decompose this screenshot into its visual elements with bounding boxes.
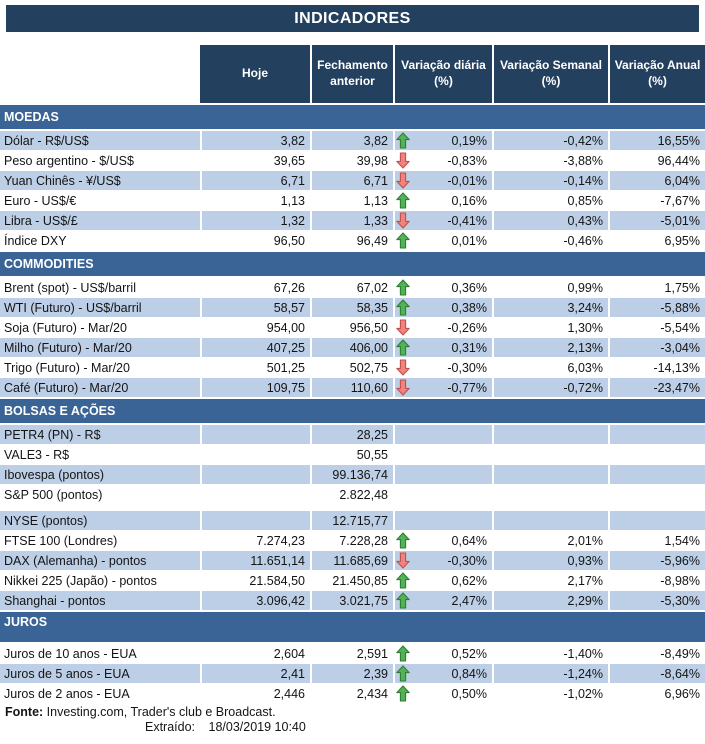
variacao-diaria-value: 0,36% [451,280,487,295]
fechamento-anterior-cell: 7.228,28 [310,531,393,550]
variacao-diaria-cell [393,358,492,377]
hoje-cell: 407,25 [200,338,310,357]
indicator-label-cell: Euro - US$/€ [4,193,77,208]
variacao-semanal-cell: -0,46% [492,231,608,250]
variacao-anual-cell: -5,01% [608,211,705,230]
up-arrow-icon [396,645,411,662]
indicator-label-cell: Ibovespa (pontos) [0,465,200,484]
variacao-anual-cell [608,511,705,530]
variacao-semanal-cell: 0,93% [492,551,608,570]
variacao-anual-cell: -7,67% [608,191,705,210]
indicators-table-body [0,105,705,703]
variacao-diaria-value: -0,30% [447,553,487,568]
variacao-diaria-value: 0,50% [451,686,487,701]
fechamento-anterior-cell: 2,591 [310,644,393,663]
hoje-cell [200,485,310,504]
table-row [0,318,705,337]
table-row [0,425,705,444]
indicator-label-cell: Dólar - R$/US$ [0,131,200,150]
arrow-placeholder [396,446,411,463]
up-arrow-icon [396,665,411,682]
table-row [0,211,705,230]
variacao-diaria-value: 0,16% [451,193,487,208]
variacao-anual-cell [608,485,705,504]
variacao-anual-cell [608,425,705,444]
down-arrow-icon [396,152,411,169]
variacao-semanal-cell: -0,72% [492,378,608,397]
column-header-variacao-semanal: Variação Semanal (%) [492,45,608,103]
hoje-cell: 2,604 [200,644,310,663]
hoje-cell: 2,446 [200,684,310,703]
hoje-cell [200,511,310,530]
up-arrow-icon [396,279,411,296]
variacao-diaria-cell [393,571,492,590]
variacao-semanal-cell [492,425,608,444]
variacao-semanal-cell: 2,17% [492,571,608,590]
hoje-cell: 58,57 [200,298,310,317]
section-header-bolsas-e-a-es: BOLSAS E AÇÕES [0,399,705,423]
arrow-placeholder [396,426,411,443]
variacao-diaria-value: 0,64% [451,533,487,548]
variacao-semanal-cell: 0,85% [492,191,608,210]
variacao-semanal-cell [492,465,608,484]
variacao-anual-cell: -5,96% [608,551,705,570]
hoje-cell: 1,13 [200,191,310,210]
down-arrow-icon [396,172,411,189]
indicator-label-cell: Libra - US$/£ [0,211,200,230]
indicator-label-cell: Café (Futuro) - Mar/20 [0,378,200,397]
hoje-cell: 7.274,23 [200,531,310,550]
down-arrow-icon [396,379,411,396]
variacao-semanal-cell: 2,13% [492,338,608,357]
variacao-semanal-cell: -1,02% [492,684,608,703]
variacao-semanal-cell: -0,42% [492,131,608,150]
variacao-diaria-value: 0,01% [451,233,487,248]
variacao-anual-cell: 16,55% [608,131,705,150]
fechamento-anterior-cell: 1,13 [310,191,393,210]
indicator-label-cell: Juros de 5 anos - EUA [0,664,200,683]
variacao-diaria-value: 0,31% [451,340,487,355]
indicator-label-cell: NYSE (pontos) [0,511,200,530]
fechamento-anterior-cell: 28,25 [310,425,393,444]
variacao-diaria-value: 0,38% [451,300,487,315]
fechamento-anterior-cell: 406,00 [310,338,393,357]
table-row [0,551,705,570]
hoje-cell: 1,32 [200,211,310,230]
extracted-line [0,720,705,734]
variacao-diaria-cell [393,151,492,170]
up-arrow-icon [396,299,411,316]
hoje-cell: 21.584,50 [200,571,310,590]
indicator-label-cell: Trigo (Futuro) - Mar/20 [4,360,130,375]
fechamento-anterior-cell: 2.822,48 [310,485,393,504]
hoje-cell: 6,71 [200,171,310,190]
variacao-diaria-value: -0,26% [447,320,487,335]
variacao-diaria-cell [393,231,492,250]
indicator-label-cell: Brent (spot) - US$/barril [4,280,136,295]
variacao-diaria-cell [393,445,492,464]
indicator-label-cell: Nikkei 225 (Japão) - pontos [4,573,157,588]
arrow-placeholder [396,486,411,503]
variacao-diaria-cell [393,278,492,297]
variacao-anual-cell: -23,47% [608,378,705,397]
variacao-diaria-cell [393,531,492,550]
indicator-label-cell: Juros de 2 anos - EUA [4,686,130,701]
variacao-diaria-cell [393,318,492,337]
table-row [0,231,705,250]
indicator-label-cell: Milho (Futuro) - Mar/20 [0,338,200,357]
indicator-label-cell: Juros de 10 anos - EUA [4,646,137,661]
up-arrow-icon [396,339,411,356]
section-header-juros: JUROS [0,612,705,642]
fechamento-anterior-cell: 3,82 [310,131,393,150]
fechamento-anterior-cell: 2,434 [310,684,393,703]
variacao-diaria-value: -0,30% [447,360,487,375]
variacao-anual-cell: 6,04% [608,171,705,190]
variacao-anual-cell: 6,95% [608,231,705,250]
variacao-anual-cell: -5,30% [608,591,705,610]
fechamento-anterior-cell: 11.685,69 [310,551,393,570]
variacao-anual-cell: -8,98% [608,571,705,590]
extracted-timestamp: 18/03/2019 10:40 [208,720,306,734]
table-row [0,378,705,397]
variacao-anual-cell: -8,64% [608,664,705,683]
variacao-semanal-cell: 6,03% [492,358,608,377]
source-label: Fonte: [5,705,44,719]
variacao-anual-cell: -5,88% [608,298,705,317]
variacao-semanal-cell [492,485,608,504]
variacao-anual-cell: 6,96% [608,684,705,703]
table-row [0,171,705,190]
variacao-semanal-cell: 0,43% [492,211,608,230]
variacao-anual-cell: -3,04% [608,338,705,357]
fechamento-anterior-cell: 1,33 [310,211,393,230]
variacao-anual-cell [608,465,705,484]
fechamento-anterior-cell: 50,55 [310,445,393,464]
down-arrow-icon [396,552,411,569]
fechamento-anterior-cell: 96,49 [310,231,393,250]
variacao-diaria-cell [393,171,492,190]
variacao-anual-cell: 1,75% [608,278,705,297]
variacao-diaria-cell [393,425,492,444]
hoje-cell: 39,65 [200,151,310,170]
source-line [0,705,705,719]
variacao-diaria-value: -0,41% [447,213,487,228]
variacao-anual-cell: -14,13% [608,358,705,377]
fechamento-anterior-cell: 3.021,75 [310,591,393,610]
fechamento-anterior-cell: 67,02 [310,278,393,297]
variacao-anual-cell: -5,54% [608,318,705,337]
indicator-label-cell: FTSE 100 (Londres) [4,533,118,548]
column-header-variacao-anual: Variação Anual (%) [608,45,705,103]
hoje-cell [200,425,310,444]
indicator-label-cell: Índice DXY [4,233,67,248]
up-arrow-icon [396,592,411,609]
indicator-label-cell: DAX (Alemanha) - pontos [0,551,200,570]
hoje-cell: 3.096,42 [200,591,310,610]
table-row [0,298,705,317]
hoje-cell: 3,82 [200,131,310,150]
variacao-semanal-cell: 3,24% [492,298,608,317]
variacao-diaria-cell [393,551,492,570]
indicator-label-cell: Peso argentino - $/US$ [4,153,134,168]
variacao-diaria-value: 2,47% [451,593,487,608]
variacao-diaria-cell [393,511,492,530]
fechamento-anterior-cell: 58,35 [310,298,393,317]
variacao-diaria-cell [393,644,492,663]
variacao-anual-cell: 96,44% [608,151,705,170]
column-header-hoje: Hoje [200,45,310,103]
hoje-cell: 954,00 [200,318,310,337]
variacao-diaria-cell [393,591,492,610]
down-arrow-icon [396,319,411,336]
up-arrow-icon [396,572,411,589]
page-title: INDICADORES [6,5,699,32]
variacao-semanal-cell: -3,88% [492,151,608,170]
table-row [0,511,705,530]
table-row [0,191,705,210]
section-header-commodities: COMMODITIES [0,252,705,276]
fechamento-anterior-cell: 6,71 [310,171,393,190]
variacao-diaria-cell [393,378,492,397]
down-arrow-icon [396,359,411,376]
variacao-diaria-cell [393,684,492,703]
variacao-anual-cell [608,445,705,464]
hoje-cell [200,465,310,484]
hoje-cell [200,445,310,464]
indicator-label-cell: S&P 500 (pontos) [4,487,103,502]
fechamento-anterior-cell: 12.715,77 [310,511,393,530]
indicator-label-cell: Shanghai - pontos [0,591,200,610]
source-text: Investing.com, Trader's club e Broadcast. [46,705,276,719]
arrow-placeholder [396,512,411,529]
variacao-diaria-cell [393,664,492,683]
variacao-diaria-value: 0,52% [451,646,487,661]
variacao-semanal-cell: -1,24% [492,664,608,683]
table-row [0,445,705,464]
column-header-row [0,45,705,103]
variacao-anual-cell: 1,54% [608,531,705,550]
variacao-semanal-cell: -1,40% [492,644,608,663]
variacao-semanal-cell: 0,99% [492,278,608,297]
variacao-semanal-cell: 2,01% [492,531,608,550]
table-row [0,131,705,150]
variacao-semanal-cell: 1,30% [492,318,608,337]
variacao-diaria-value: 0,84% [451,666,487,681]
down-arrow-icon [396,212,411,229]
hoje-cell: 96,50 [200,231,310,250]
column-header-variacao-diaria: Variação diária (%) [393,45,492,103]
fechamento-anterior-cell: 21.450,85 [310,571,393,590]
fechamento-anterior-cell: 99.136,74 [310,465,393,484]
indicator-label-cell: PETR4 (PN) - R$ [0,425,200,444]
up-arrow-icon [396,532,411,549]
up-arrow-icon [396,232,411,249]
hoje-cell: 67,26 [200,278,310,297]
table-row [0,571,705,590]
variacao-anual-cell: -8,49% [608,644,705,663]
variacao-diaria-cell [393,338,492,357]
variacao-diaria-value: -0,77% [447,380,487,395]
indicator-label-cell: Soja (Futuro) - Mar/20 [4,320,127,335]
table-row [0,591,705,610]
arrow-placeholder [396,466,411,483]
indicator-label-cell: WTI (Futuro) - US$/barril [0,298,200,317]
variacao-diaria-cell [393,465,492,484]
table-row [0,465,705,484]
variacao-diaria-cell [393,485,492,504]
fechamento-anterior-cell: 502,75 [310,358,393,377]
fechamento-anterior-cell: 110,60 [310,378,393,397]
hoje-cell: 109,75 [200,378,310,397]
table-row [0,151,705,170]
fechamento-anterior-cell: 39,98 [310,151,393,170]
variacao-diaria-value: 0,19% [451,133,487,148]
header-spacer-cell [0,45,200,103]
variacao-diaria-cell [393,191,492,210]
table-row [0,664,705,683]
indicator-label-cell: Yuan Chinês - ¥/US$ [0,171,200,190]
variacao-semanal-cell: 2,29% [492,591,608,610]
variacao-diaria-cell [393,131,492,150]
up-arrow-icon [396,132,411,149]
up-arrow-icon [396,192,411,209]
table-row [0,531,705,550]
hoje-cell: 501,25 [200,358,310,377]
table-row [0,644,705,663]
variacao-diaria-value: -0,01% [447,173,487,188]
variacao-semanal-cell [492,445,608,464]
indicator-label-cell: VALE3 - R$ [4,447,70,462]
table-row [0,358,705,377]
variacao-semanal-cell [492,511,608,530]
fechamento-anterior-cell: 2,39 [310,664,393,683]
column-header-fechamento-anterior: Fechamento anterior [310,45,393,103]
extracted-label: Extraído: [145,720,196,734]
variacao-diaria-cell [393,211,492,230]
variacao-semanal-cell: -0,14% [492,171,608,190]
section-header-moedas: MOEDAS [0,105,705,129]
variacao-diaria-cell [393,298,492,317]
table-row [0,338,705,357]
table-row [0,485,705,504]
variacao-diaria-value: 0,62% [451,573,487,588]
variacao-diaria-value: -0,83% [447,153,487,168]
table-row [0,684,705,703]
up-arrow-icon [396,685,411,702]
hoje-cell: 2,41 [200,664,310,683]
hoje-cell: 11.651,14 [200,551,310,570]
table-row [0,278,705,297]
fechamento-anterior-cell: 956,50 [310,318,393,337]
